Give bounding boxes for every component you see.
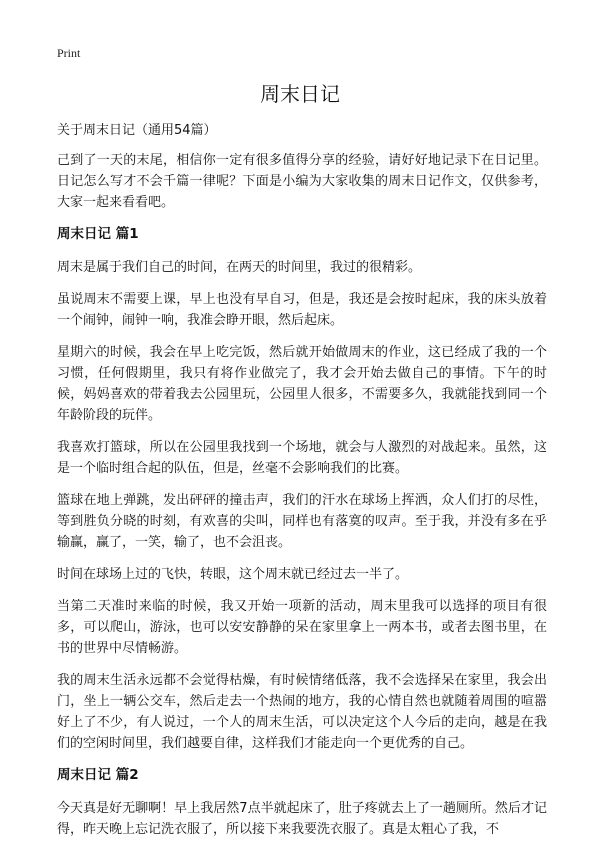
paragraph: 篮球在地上弹跳，发出砰砰的撞击声，我们的汗水在球场上挥洒，众人们打的尽性，等到胜负分晓的时刻，有欢喜的尖叫，同样也有落寞的叹声。至于我，并没有多在乎输赢，赢了，一笑，输了，也不会沮丧。	[57, 493, 547, 550]
paragraph: 我的周末生活永远都不会觉得枯燥，有时候情绪低落，我不会选择呆在家里，我会出门，坐上一辆公交车，然后走去一个热闹的地方，我的心情自然也就随着周围的喧嚣好上了不少，有人说过，一个人的周末生活，可以决定这个人今后的走向，越是在我们的空闲时间里，我们越要自律，这样我们才能走向一个更优秀的自己。	[57, 673, 547, 751]
section-heading: 周末日记 篇2	[57, 767, 139, 783]
paragraph: 今天真是好无聊啊！早上我居然7点半就起床了，肚子疼就去上了一趟厕所。然后才记得，昨天晚上忘记洗衣服了，所以接下来我要洗衣服了。真是太粗心了我，不	[57, 801, 547, 837]
section-heading: 周末日记 篇1	[57, 226, 139, 242]
paragraph: 周末是属于我们自己的时间，在两天的时间里，我过的很精彩。	[57, 260, 422, 275]
article-subtitle: 关于周末日记（通用54篇）	[57, 123, 217, 138]
paragraph: 我喜欢打篮球，所以在公园里我找到一个场地，就会与人激烈的对战起来。虽然，这是一个临时组合起的队伍，但是，丝毫不会影响我们的比赛。	[57, 440, 547, 476]
paragraph: 星期六的时候，我会在早上吃完饭，然后就开始做周末的作业，这已经成了我的一个习惯，任何假期里，我只有将作业做完了，我才会开始去做自己的事情。下午的时候，妈妈喜欢的带着我去公园里玩，公园里人很多，不需要多久，我就能找到同一个年龄阶段的玩伴。	[57, 345, 547, 423]
print-link[interactable]: Print	[57, 46, 81, 60]
paragraph: 时间在球场上过的飞快，转眼，这个周末就已经过去一半了。	[57, 567, 409, 582]
article-body	[57, 120, 547, 851]
section-2	[57, 765, 547, 840]
intro-paragraph: 己到了一天的末尾，相信你一定有很多值得分享的经验，请好好地记录下在日记里。日记怎么写才不会千篇一律呢？下面是小编为大家收集的周末日记作文，仅供参考，大家一起来看看吧。	[57, 153, 547, 210]
section-1	[57, 224, 547, 754]
page-title: 周末日记	[260, 82, 340, 106]
paragraph: 虽说周末不需要上课，早上也没有早自习，但是，我还是会按时起床，我的床头放着一个闹钟，闹钟一响，我准会睁开眼，然后起床。	[57, 292, 547, 328]
paragraph: 当第二天准时来临的时候，我又开始一项新的活动，周末里我可以选择的项目有很多，可以爬山，游泳，也可以安安静静的呆在家里拿上一两本书，或者去图书里，在书的世界中尽情畅游。	[57, 599, 547, 656]
